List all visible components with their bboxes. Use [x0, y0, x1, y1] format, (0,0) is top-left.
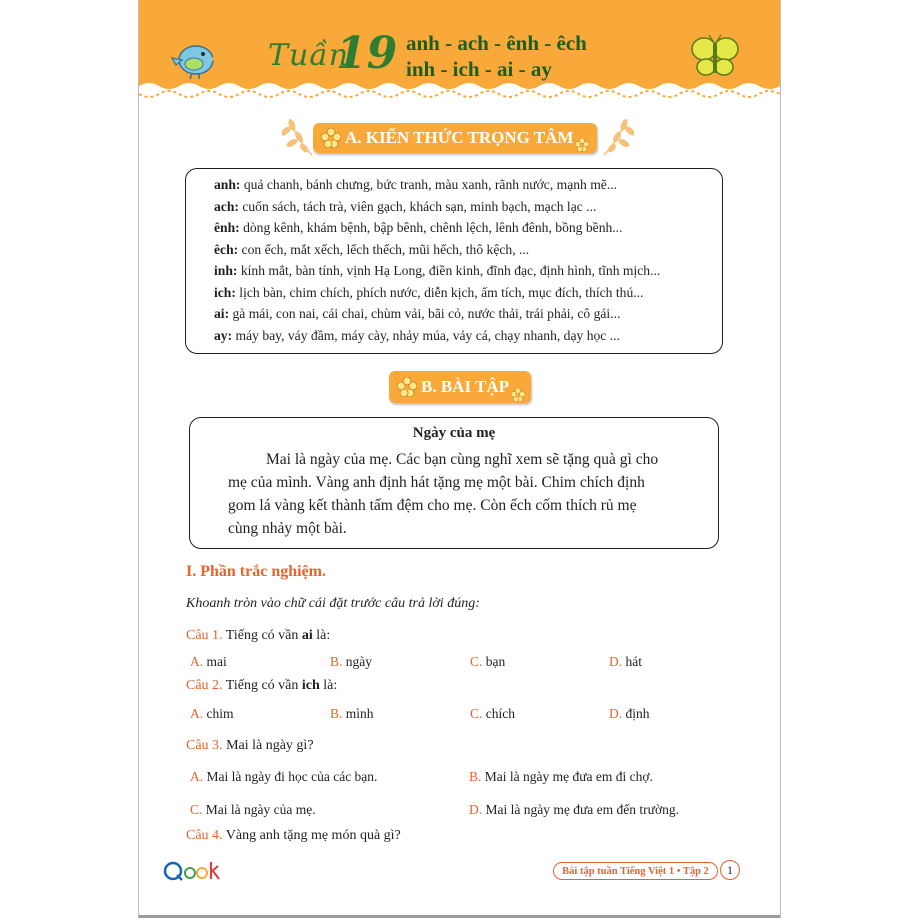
- knowledge-box: [185, 168, 723, 354]
- instruction: Khoanh tròn vào chữ cái đặt trước câu trả lời đúng:: [186, 596, 480, 611]
- option-a[interactable]: A. chim: [190, 706, 234, 721]
- question-3: Câu 3. Mai là ngày gì?: [186, 738, 314, 753]
- reading-line: Mai là ngày của mẹ. Các bạn cùng nghĩ xem sẽ tặng quà gì cho: [266, 451, 659, 468]
- flower-icon: [321, 128, 341, 148]
- option-d[interactable]: D. hát: [609, 654, 642, 669]
- option-c[interactable]: C. chích: [470, 706, 516, 721]
- knowledge-row: ênh: dòng kênh, khám bệnh, bập bênh, chênh lệch, lênh đênh, bồng bềnh...: [214, 220, 623, 235]
- part-1-title: I. Phần trắc nghiệm.: [186, 563, 326, 580]
- option-c[interactable]: C. bạn: [470, 654, 506, 669]
- option-c[interactable]: C. Mai là ngày của mẹ.: [190, 802, 316, 817]
- knowledge-row: ach: cuốn sách, tách trà, viên gạch, khách sạn, minh bạch, mạch lạc ...: [214, 199, 597, 214]
- laurel-right-icon: [600, 115, 634, 157]
- knowledge-row: anh: quả chanh, bánh chưng, bức tranh, màu xanh, rãnh nước, mạnh mẽ...: [214, 177, 618, 192]
- rhymes-line-2: inh - ich - ai - ay: [406, 57, 552, 81]
- option-a[interactable]: A. Mai là ngày đi học của các bạn.: [190, 769, 378, 784]
- laurel-left-icon: [282, 115, 316, 157]
- knowledge-row: êch: con ếch, mắt xếch, lếch thếch, mũi hếch, thô kệch, ...: [214, 242, 530, 257]
- flower-icon: [397, 377, 417, 397]
- publisher-logo: [163, 858, 225, 882]
- option-b[interactable]: B. ngày: [330, 654, 373, 669]
- week-number: 19: [336, 28, 398, 79]
- knowledge-row: ai: gà mái, con nai, cái chai, chùm vải, bãi cỏ, nước thải, trái phải, cô gái...: [214, 306, 621, 321]
- option-b[interactable]: B. Mai là ngày mẹ đưa em đi chợ.: [469, 769, 653, 784]
- dashed-wave: [139, 88, 780, 98]
- section-a-title: [313, 123, 597, 153]
- reading-line: gom lá vàng kết thành tấm đệm cho mẹ. Còn ếch cốm thích rủ mẹ: [228, 497, 637, 514]
- section-b-label: B. BÀI TẬP: [421, 377, 510, 396]
- reading-line: cùng nhảy một bài.: [228, 520, 347, 537]
- rhymes-line-1: anh - ach - ênh - êch: [406, 31, 587, 55]
- reading-title: Ngày của mẹ: [412, 425, 496, 441]
- knowledge-row: ay: máy bay, váy đầm, máy cày, nhảy múa, vảy cá, chạy nhanh, dạy học ...: [214, 328, 620, 343]
- question-1: Câu 1. Tiếng có vần ai là:: [186, 628, 331, 643]
- book-title-badge: Bài tập tuần Tiếng Việt 1 • Tập 2: [553, 862, 718, 880]
- small-flower-icon: [575, 138, 589, 152]
- option-a[interactable]: A. mai: [190, 654, 227, 669]
- section-b-title: [389, 371, 531, 403]
- question-2: Câu 2. Tiếng có vần ich là:: [186, 678, 338, 693]
- page-bottom-rule: [139, 915, 780, 918]
- reading-line: mẹ của mình. Vàng anh định hát tặng mẹ một bài. Chim chích định: [228, 474, 645, 491]
- knowledge-row: inh: kính mắt, bàn tính, vịnh Hạ Long, điền kinh, đĩnh đạc, định hình, tĩnh mịch...: [214, 263, 661, 278]
- question-4: Câu 4. Vàng anh tặng mẹ món quà gì?: [186, 828, 401, 843]
- option-b[interactable]: B. mình: [330, 706, 374, 721]
- week-label: Tuần: [268, 38, 350, 73]
- small-flower-icon: [511, 388, 525, 402]
- option-d[interactable]: D. Mai là ngày mẹ đưa em đến trường.: [469, 802, 679, 817]
- option-d[interactable]: D. định: [609, 706, 650, 721]
- knowledge-row: ich: lịch bàn, chim chích, phích nước, diễn kịch, ấm tích, mục đích, thích thú...: [214, 285, 644, 300]
- bird-icon: [170, 38, 220, 80]
- butterfly-icon: [690, 33, 740, 79]
- section-a-label: A. KIẾN THỨC TRỌNG TÂM: [345, 128, 574, 147]
- page-number: 1: [720, 860, 740, 880]
